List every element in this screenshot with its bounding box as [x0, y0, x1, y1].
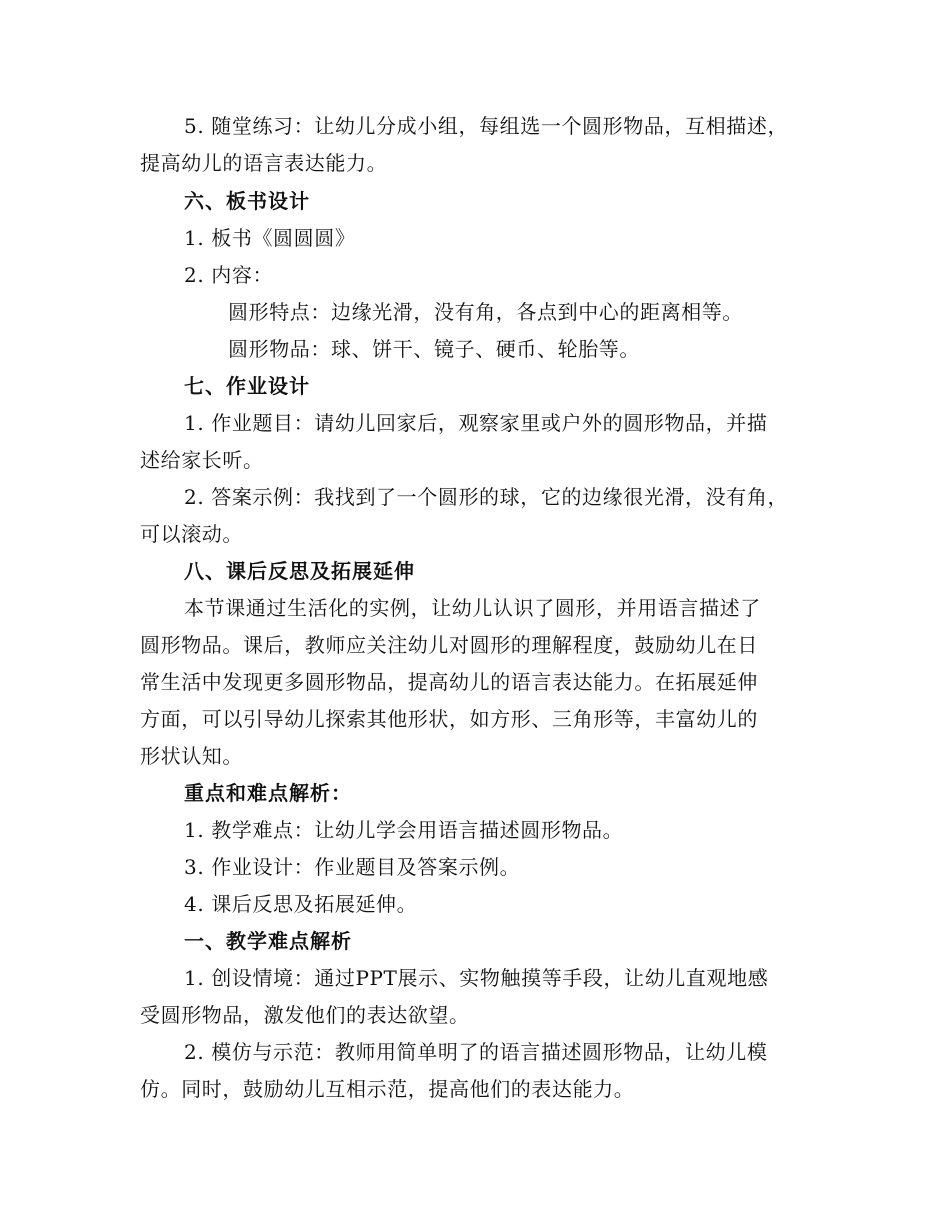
reflection-paragraph-line-1: 本节课通过生活化的实例，让幼儿认识了圆形，并用语言描述了 — [184, 596, 761, 620]
reflection-paragraph-line-5: 形状认知。 — [140, 744, 243, 768]
key-point-3: 3. 作业设计：作业题目及答案示例。 — [184, 855, 521, 879]
homework-item-2: 2. 答案示例：我找到了一个圆形的球，它的边缘很光滑，没有角， — [184, 485, 789, 509]
section-heading-reflection: 八、课后反思及拓展延伸 — [184, 559, 415, 583]
analysis-item-2-cont: 仿。同时，鼓励幼儿互相示范，提高他们的表达能力。 — [140, 1077, 635, 1101]
homework-item-1-cont: 述给家长听。 — [140, 448, 264, 472]
analysis-item-1-cont: 受圆形物品，激发他们的表达欲望。 — [140, 1003, 470, 1027]
board-item-1: 1. 板书《圆圆圆》 — [184, 226, 356, 250]
reflection-paragraph-line-4: 方面，可以引导幼儿探索其他形状，如方形、三角形等，丰富幼儿的 — [140, 707, 758, 731]
key-point-1: 1. 教学难点：让幼儿学会用语言描述圆形物品。 — [184, 818, 624, 842]
section-heading-homework: 七、作业设计 — [184, 374, 310, 398]
key-point-4: 4. 课后反思及拓展延伸。 — [184, 892, 418, 916]
practice-item-5: 5. 随堂练习：让幼儿分成小组，每组选一个圆形物品，互相描述， — [184, 114, 789, 138]
reflection-paragraph-line-2: 圆形物品。课后，教师应关注幼儿对圆形的理解程度，鼓励幼儿在日 — [140, 633, 758, 657]
practice-item-5-cont: 提高幼儿的语言表达能力。 — [140, 151, 388, 175]
analysis-item-2: 2. 模仿与示范：教师用简单明了的语言描述圆形物品，让幼儿模 — [184, 1040, 768, 1064]
homework-item-1: 1. 作业题目：请幼儿回家后，观察家里或户外的圆形物品，并描 — [184, 411, 768, 435]
section-heading-difficulty-analysis: 一、教学难点解析 — [184, 929, 352, 953]
board-content-objects: 圆形物品：球、饼干、镜子、硬币、轮胎等。 — [228, 337, 640, 361]
section-heading-key-points: 重点和难点解析： — [184, 781, 352, 805]
section-heading-board-design: 六、板书设计 — [184, 189, 310, 213]
board-content-features: 圆形特点：边缘光滑，没有角，各点到中心的距离相等。 — [228, 300, 743, 324]
analysis-item-1: 1. 创设情境：通过PPT展示、实物触摸等手段，让幼儿直观地感 — [184, 966, 769, 990]
reflection-paragraph-line-3: 常生活中发现更多圆形物品，提高幼儿的语言表达能力。在拓展延伸 — [140, 670, 758, 694]
homework-item-2-cont: 可以滚动。 — [140, 522, 243, 546]
board-item-2: 2. 内容： — [184, 263, 274, 287]
